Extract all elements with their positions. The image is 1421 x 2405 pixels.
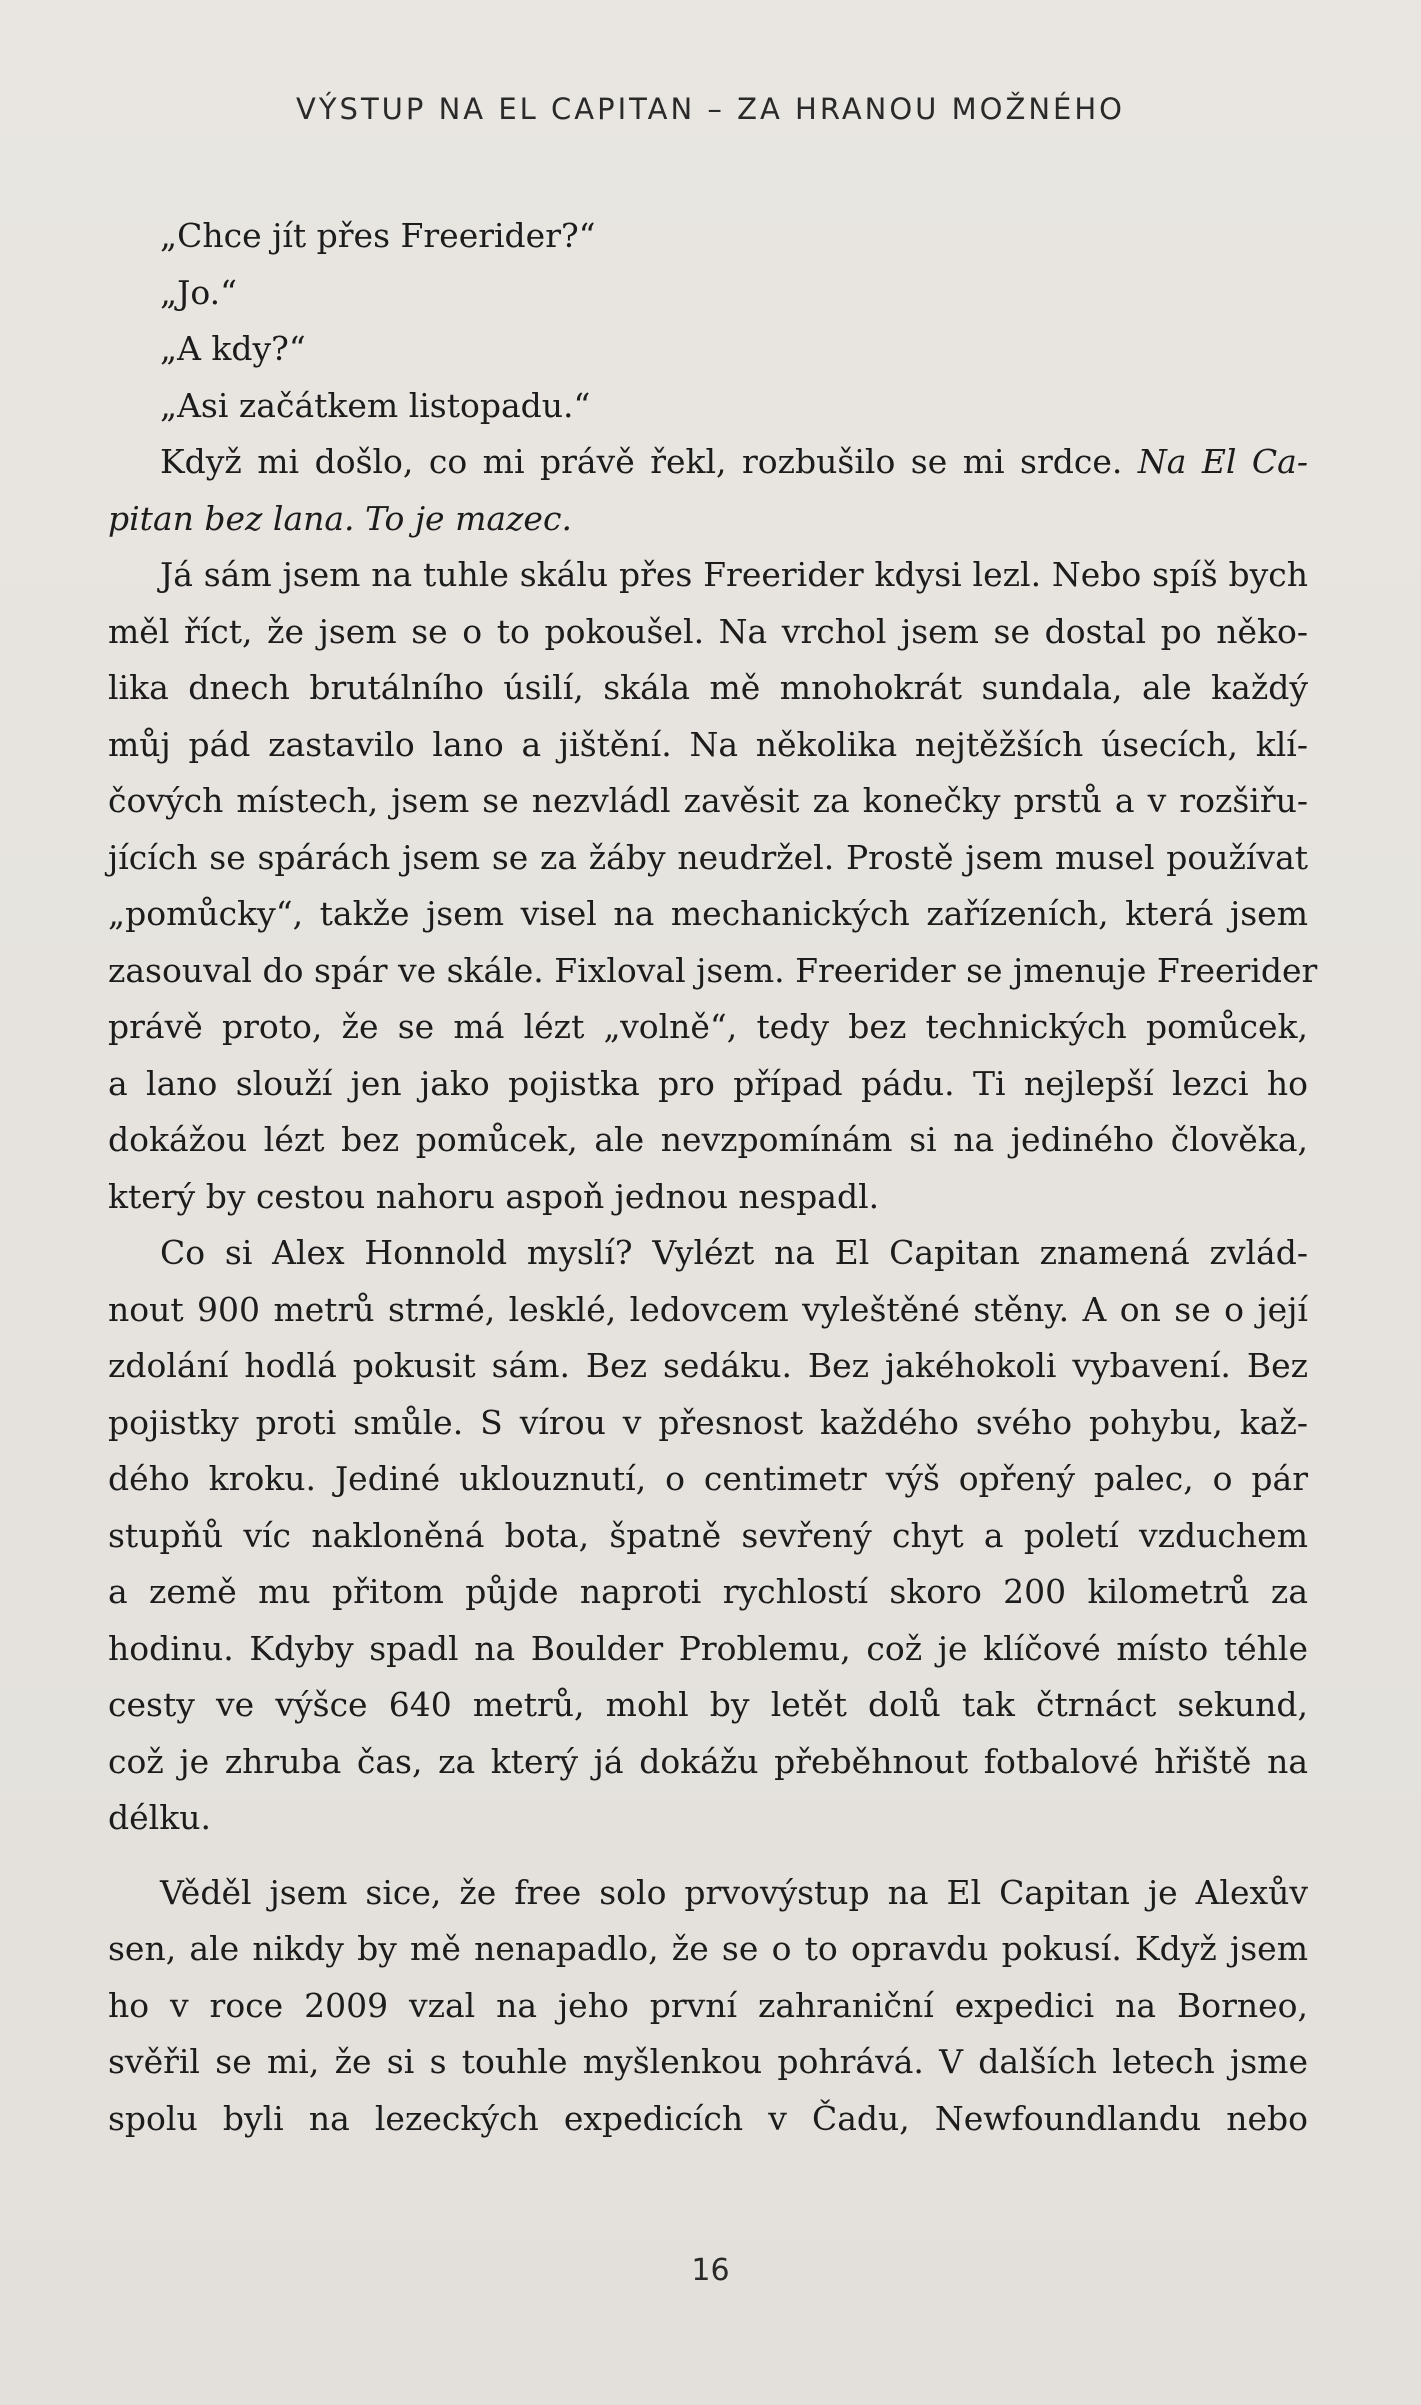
text-line: právě proto, že se má lézt „volně“, tedy bez technických pomůcek, <box>108 1007 1308 1046</box>
text-line: Co si Alex Honnold myslí? Vylézt na El Capitan znamená zvlád- <box>160 1233 1308 1272</box>
text-line: lika dnech brutálního úsilí, skála mě mnohokrát sundala, ale každý <box>108 668 1308 707</box>
italic-run: pitan bez lana. To je mazec. <box>108 498 572 538</box>
italic-run: Na El Ca- <box>1137 442 1308 481</box>
text-line: hodinu. Kdyby spadl na Boulder Problemu, což je klíčové místo téhle <box>108 1628 1308 1668</box>
text-line: svěřil se mi, že si s touhle myšlenkou pohrává. V dalších letech jsme <box>108 2042 1308 2081</box>
text-line: a lano slouží jen jako pojistka pro případ pádu. Ti nejlepší lezci ho <box>108 1063 1308 1103</box>
text-line: dého kroku. Jediné uklouznutí, o centimetr výš opřený palec, o pár <box>108 1459 1308 1498</box>
text-line: spolu byli na lezeckých expedicích v Čadu, Newfoundlandu nebo <box>108 2098 1308 2138</box>
text-line: Věděl jsem sice, že free solo prvovýstup na El Capitan je Alexův <box>160 1872 1308 1912</box>
running-header: VÝSTUP NA EL CAPITAN – ZA HRANOU MOŽNÉHO <box>296 92 1125 126</box>
text-line: stupňů víc nakloněná bota, špatně sevřený chyt a poletí vzduchem <box>108 1515 1308 1555</box>
text-line: což je zhruba čas, za který já dokážu přeběhnout fotbalové hřiště na <box>108 1741 1308 1781</box>
text-line: který by cestou nahoru aspoň jednou nespadl. <box>108 1176 880 1216</box>
text-line: zdolání hodlá pokusit sám. Bez sedáku. Bez jakéhokoli vybavení. Bez <box>108 1346 1308 1385</box>
text-line: „Asi začátkem listopadu.“ <box>160 385 591 425</box>
text-line: měl říct, že jsem se o to pokoušel. Na vrchol jsem se dostal po něko- <box>108 611 1308 651</box>
text-line: a země mu přitom půjde naproti rychlostí skoro 200 kilometrů za <box>108 1572 1308 1611</box>
body-text <box>108 208 1318 2147</box>
text-line: pojistky proti smůle. S vírou v přesnost každého svého pohybu, kaž- <box>108 1402 1308 1442</box>
text-line: nout 900 metrů strmé, lesklé, ledovcem vyleštěné stěny. A on se o její <box>108 1289 1308 1329</box>
text-line: ho v roce 2009 vzal na jeho první zahraniční expedici na Borneo, <box>108 1985 1308 2025</box>
text-line: délku. <box>108 1798 211 1837</box>
text-line: „Chce jít přes Freerider?“ <box>160 216 596 255</box>
text-line: sen, ale nikdy by mě nenapadlo, že se o to opravdu pokusí. Když jsem <box>108 1929 1308 1968</box>
text-run: Když mi došlo, co mi právě řekl, rozbušilo se mi srdce. <box>160 442 1123 481</box>
text-line: můj pád zastavilo lano a jištění. Na několika nejtěžších úsecích, klí- <box>108 724 1308 764</box>
text-line: „Jo.“ <box>160 272 237 312</box>
text-line: dokážou lézt bez pomůcek, ale nevzpomínám si na jediného člověka, <box>108 1120 1308 1159</box>
text-line: „A kdy?“ <box>160 329 306 368</box>
text-line: zasouval do spár ve skále. Fixloval jsem. Freerider se jmenuje Freerider <box>108 950 1318 990</box>
text-line <box>108 434 1308 491</box>
text-line: cesty ve výšce 640 metrů, mohl by letět dolů tak čtrnáct sekund, <box>108 1685 1308 1724</box>
text-line: „pomůcky“, takže jsem visel na mechanických zařízeních, která jsem <box>108 894 1308 933</box>
page-number: 16 <box>691 2253 730 2288</box>
text-line: jících se spárách jsem se za žáby neudržel. Prostě jsem musel používat <box>108 837 1308 877</box>
text-line: čových místech, jsem se nezvládl zavěsit za konečky prstů a v rozšiřu- <box>108 781 1308 820</box>
text-line <box>108 491 1308 548</box>
text-line: Já sám jsem na tuhle skálu přes Freerider kdysi lezl. Nebo spíš bych <box>160 555 1308 594</box>
